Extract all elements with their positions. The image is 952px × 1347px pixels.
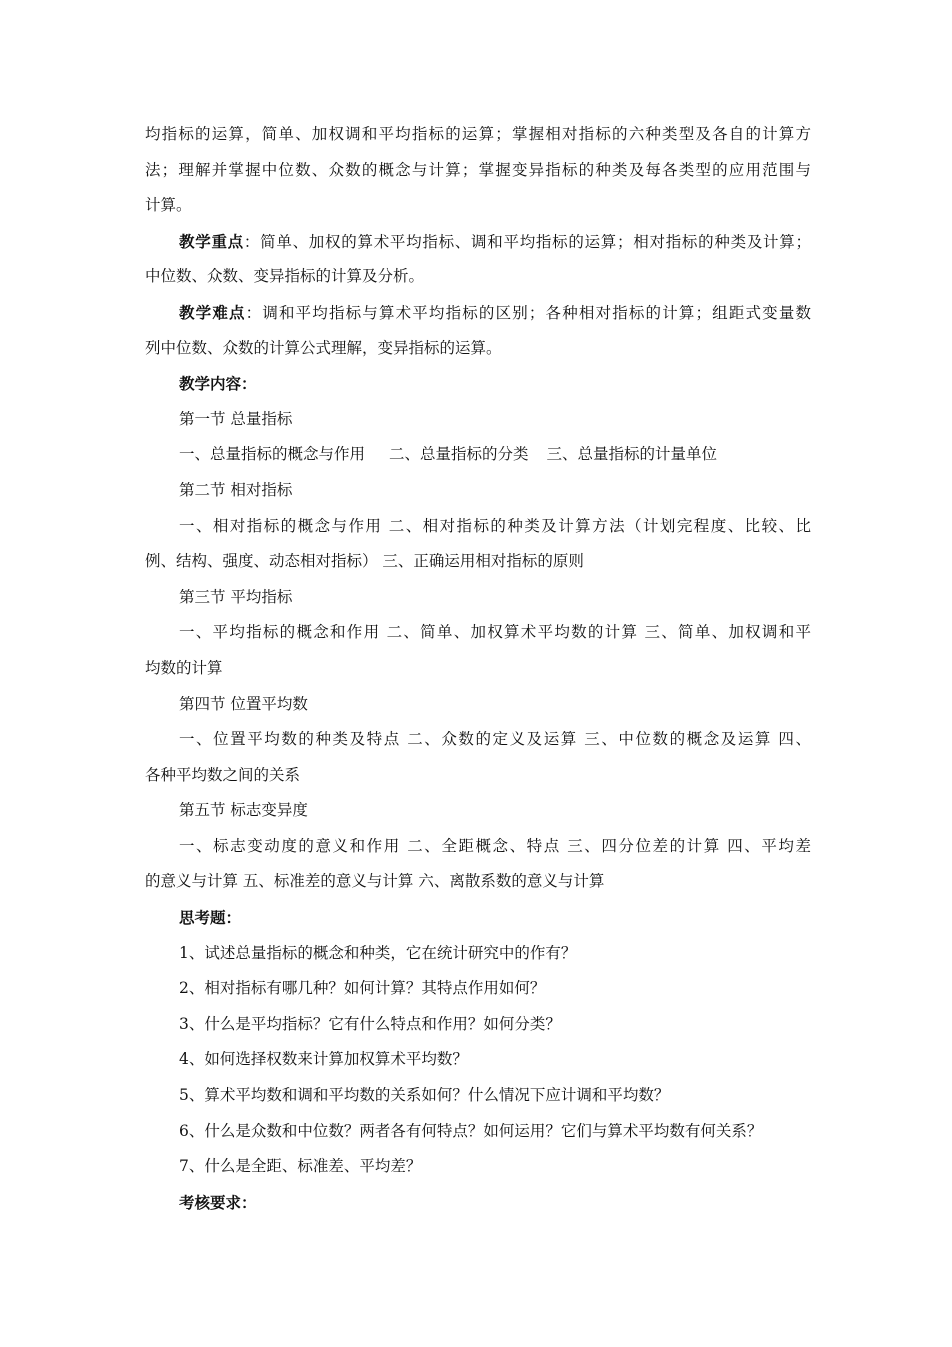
section-item: 三、总量指标的计量单位 [546, 445, 718, 464]
assessment-heading: 考核要求： [179, 1192, 257, 1212]
section-title: 第二节 相对指标 [179, 480, 293, 499]
key-points-label: 教学重点 [179, 231, 244, 251]
section-text-line-1: 一、相对指标的概念与作用 二、相对指标的种类及计算方法（计划完程度、比较、比 [179, 516, 811, 535]
questions-heading: 思考题： [179, 908, 242, 928]
intro-line-2: 法；理解并掌握中位数、众数的概念与计算；掌握变异指标的种类及每各类型的应用范围与 [145, 160, 811, 179]
key-points-line-1 [145, 224, 811, 260]
section-text-line-2: 例、结构、强度、动态相对指标） 三、正确运用相对指标的原则 [145, 552, 584, 571]
question-item: 3、什么是平均指标？它有什么特点和作用？如何分类？ [179, 1014, 561, 1033]
question-item: 1、试述总量指标的概念和种类，它在统计研究中的作有？ [179, 943, 577, 962]
section-text-line-1: 一、标志变动度的意义和作用 二、全距概念、特点 三、四分位差的计算 四、平均差 [179, 836, 811, 855]
question-item: 2、相对指标有哪几种？如何计算？其特点作用如何？ [179, 979, 546, 998]
section-item: 一、总量指标的概念与作用 [179, 445, 366, 464]
question-item: 7、什么是全距、标准差、平均差？ [179, 1157, 422, 1176]
section-item: 二、总量指标的分类 [389, 445, 529, 464]
section-title: 第一节 总量指标 [179, 409, 293, 428]
content-heading: 教学内容： [179, 374, 257, 394]
section-text-line-1: 一、平均指标的概念和作用 二、简单、加权算术平均数的计算 三、简单、加权调和平 [179, 623, 811, 642]
difficulties-label: 教学难点 [179, 302, 246, 322]
section-text-line-2: 均数的计算 [145, 658, 223, 677]
question-item: 6、什么是众数和中位数？两者各有何特点？如何运用？它们与算术平均数有何关系？ [179, 1121, 763, 1140]
intro-line-3: 计算。 [145, 196, 192, 215]
difficulties-line-2: 列中位数、众数的计算公式理解，变异指标的运算。 [145, 338, 502, 357]
question-item: 5、算术平均数和调和平均数的关系如何？什么情况下应计调和平均数？ [179, 1086, 670, 1105]
section-title: 第五节 标志变异度 [179, 801, 308, 820]
section-text-line-1: 一、位置平均数的种类及特点 二、众数的定义及运算 三、中位数的概念及运算 四、 [179, 730, 811, 749]
key-points-text: ：简单、加权的算术平均指标、调和平均指标的运算；相对指标的种类及计算； [243, 232, 811, 251]
key-points-line-2: 中位数、众数、变异指标的计算及分析。 [145, 267, 425, 286]
section-title: 第三节 平均指标 [179, 587, 293, 606]
difficulties-text: ：调和平均指标与算术平均指标的区别；各种相对指标的计算；组距式变量数 [245, 303, 811, 322]
question-item: 4、如何选择权数来计算加权算术平均数？ [179, 1050, 468, 1069]
section-text-line-2: 的意义与计算 五、标准差的意义与计算 六、离散系数的意义与计算 [145, 872, 605, 891]
document-body [145, 117, 811, 1220]
section-title: 第四节 位置平均数 [179, 694, 308, 713]
intro-line-1: 均指标的运算，简单、加权调和平均指标的运算；掌握相对指标的六种类型及各自的计算方 [145, 125, 811, 143]
difficulties-line-1 [145, 295, 811, 331]
section-text-line-2: 各种平均数之间的关系 [145, 765, 301, 784]
section-items [145, 437, 811, 473]
